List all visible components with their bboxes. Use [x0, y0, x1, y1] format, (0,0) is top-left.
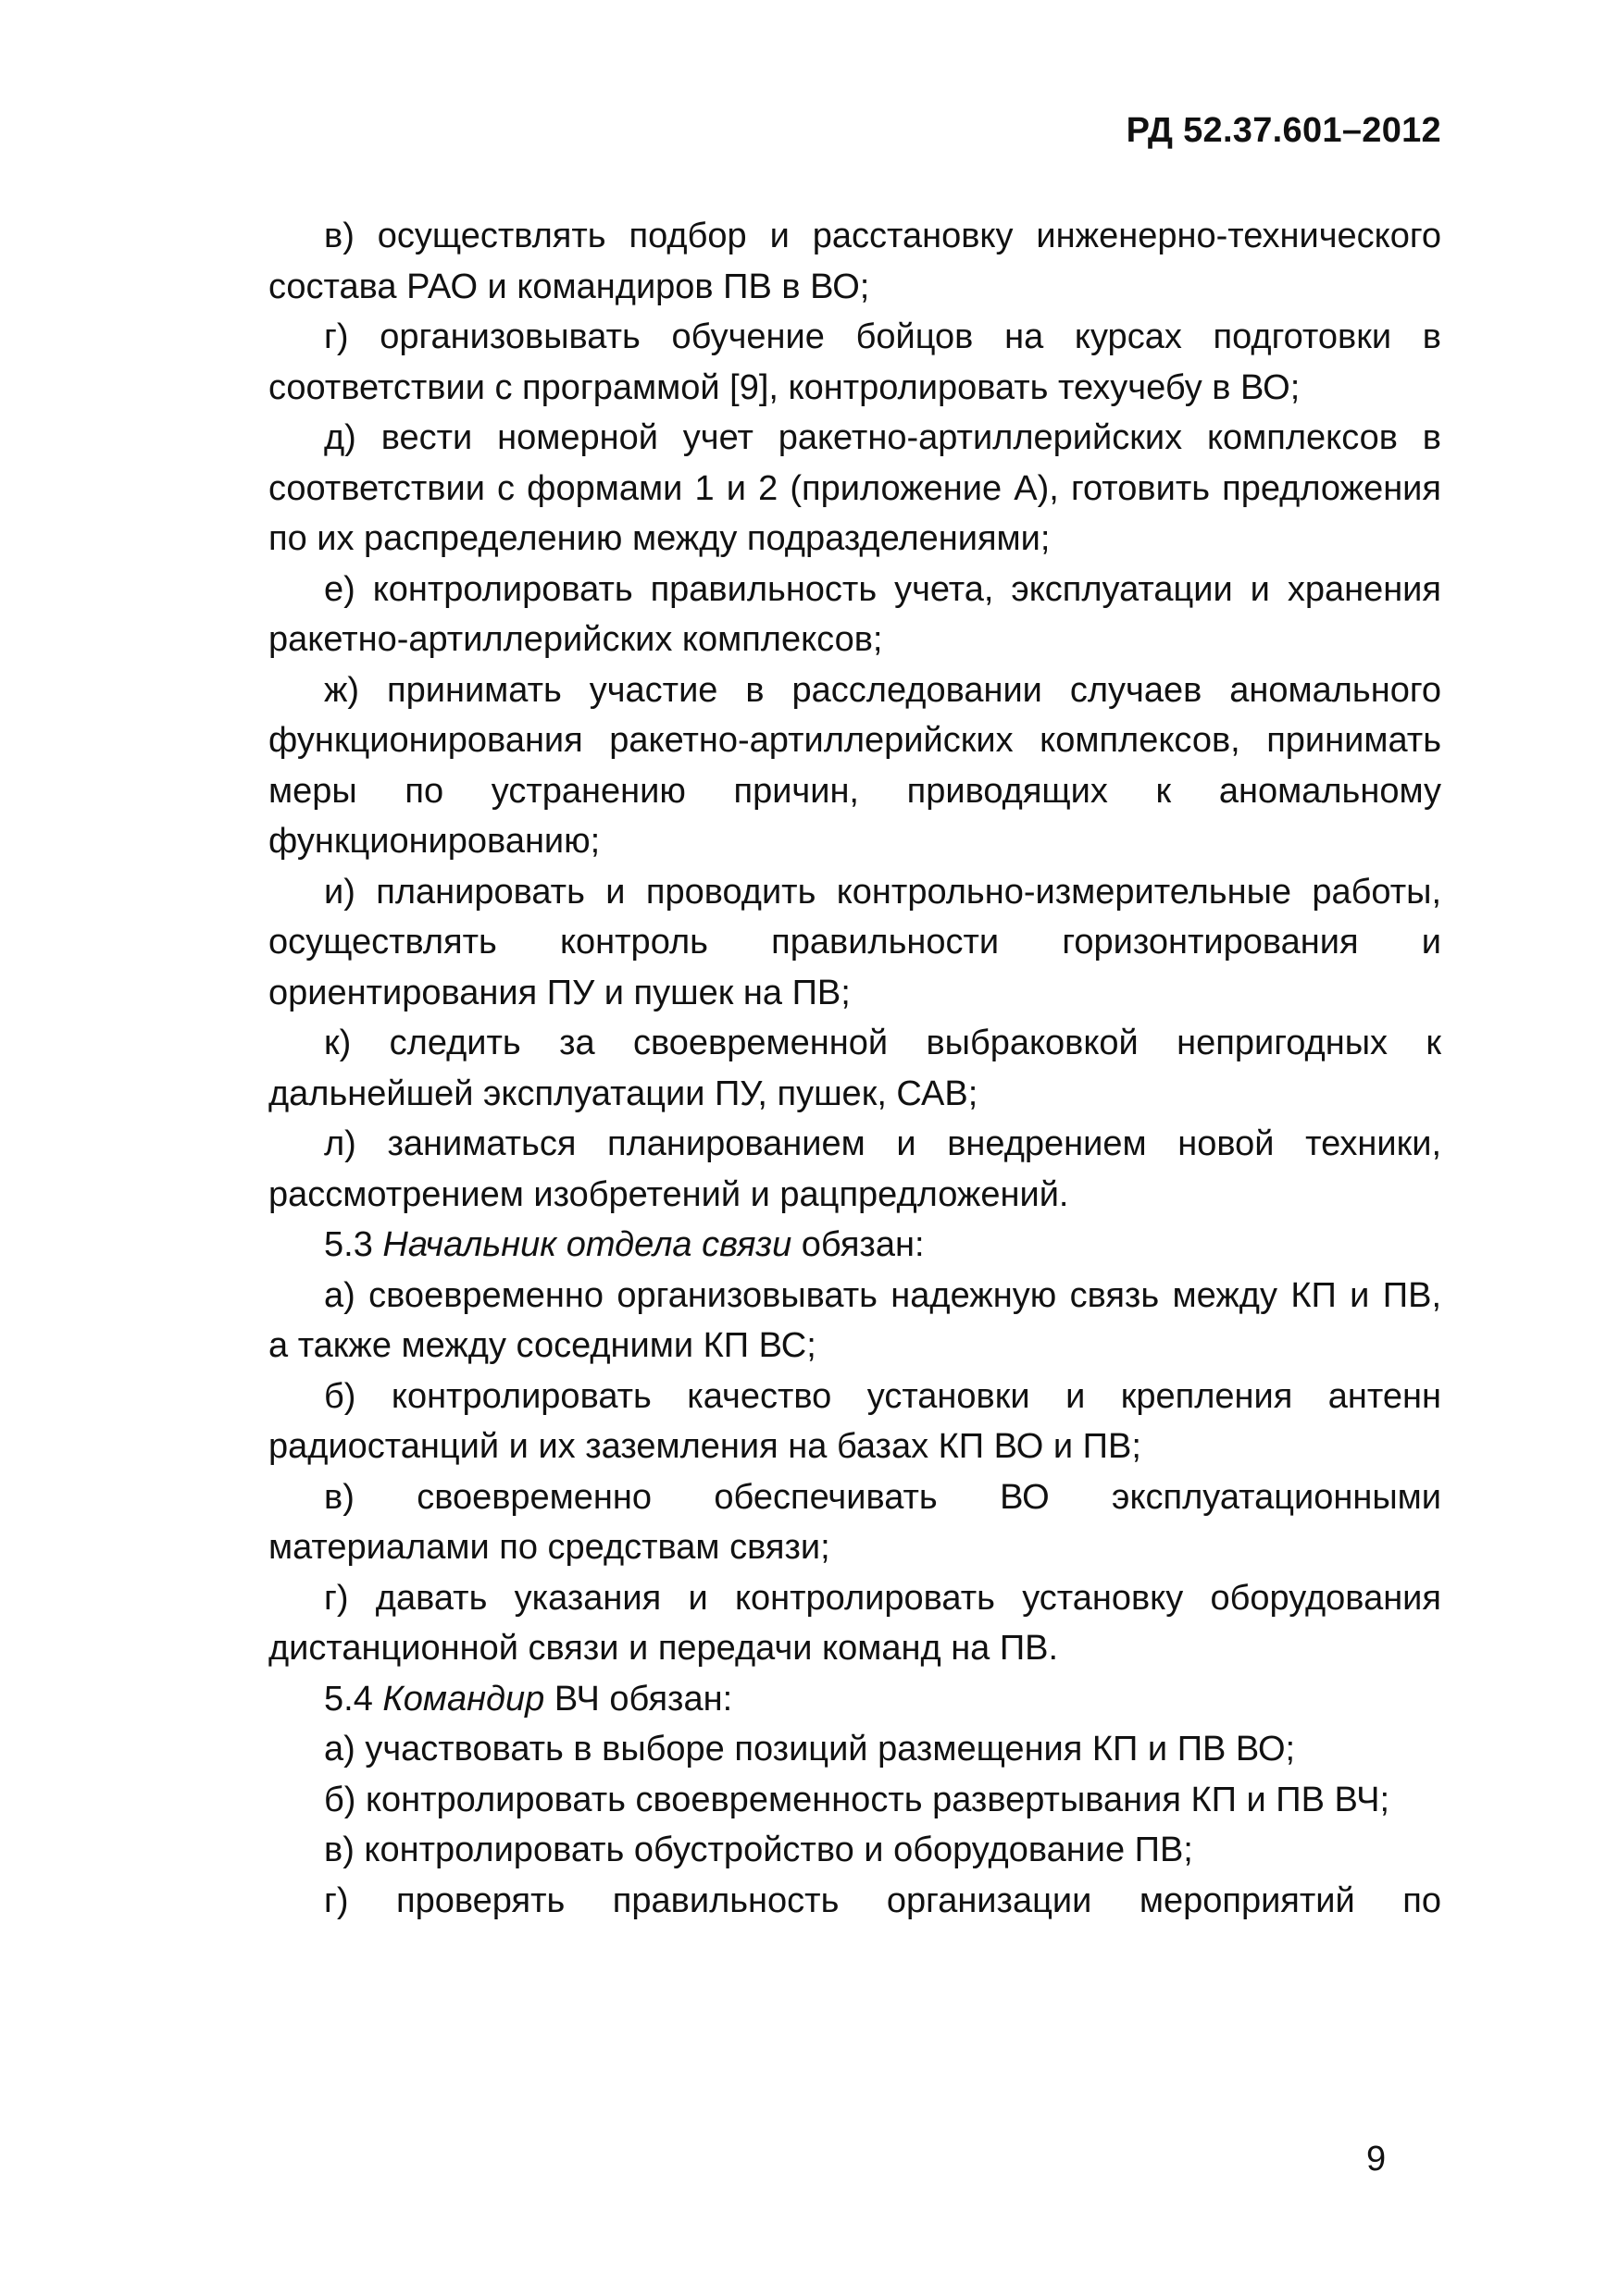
section-5-3-heading: [268, 1220, 1441, 1271]
paragraph-v: в) осуществлять подбор и расстановку инженерно-технического состава РАО и командиров ПВ в ВО;: [268, 217, 1441, 306]
section-5-4-title: Командир: [382, 1679, 545, 1719]
section-5-3-item-a: а) своевременно организовывать надежную связь между КП и ПВ, а также между соседними КП ВС;: [268, 1275, 1441, 1365]
section-5-4-item-v: в) контролировать обустройство и оборудование ПВ;: [324, 1831, 1193, 1869]
section-5-3-item-v: в) своевременно обеспечивать ВО эксплуатационными материалами по средствам связи;: [268, 1477, 1441, 1567]
paragraph-d: д) вести номерной учет ракетно-артиллерийских комплексов в соответствии с формами 1 и 2 (приложение А), готовить предложения по их распределению между подразделениями;: [268, 418, 1441, 558]
paragraph-l: л) заниматься планированием и внедрением новой техники, рассмотрением изобретений и рацпредложений.: [268, 1124, 1441, 1214]
section-5-3-item-b: б) контролировать качество установки и крепления антенн радиостанций и их заземления на базах КП ВО и ПВ;: [268, 1376, 1441, 1466]
section-5-4-item-g: г) проверять правильность организации мероприятий по: [324, 1880, 1441, 1920]
section-5-3-title: Начальник отдела связи: [382, 1225, 792, 1264]
section-5-3-number: 5.3: [324, 1225, 373, 1264]
paragraph-zh: ж) принимать участие в расследовании случаев аномального функционирования ракетно-артиллерийских комплексов, принимать меры по устранению причин, приводящих к аномальному функционированию;: [268, 670, 1441, 861]
paragraph-e: е) контролировать правильность учета, эксплуатации и хранения ракетно-артиллерийских комплексов;: [268, 569, 1441, 659]
paragraph-g: г) организовывать обучение бойцов на курсах подготовки в соответствии с программой [9], контролировать техучебу в ВО;: [268, 317, 1441, 407]
section-5-4-item-b: б) контролировать своевременность развертывания КП и ПВ ВЧ;: [324, 1780, 1390, 1819]
section-5-3-suffix: обязан:: [801, 1225, 925, 1264]
section-5-4-heading: [268, 1674, 1441, 1725]
paragraph-i: и) планировать и проводить контрольно-измерительные работы, осуществлять контроль правильности горизонтирования и ориентирования ПУ и пушек на ПВ;: [268, 872, 1441, 1012]
paragraph-k: к) следить за своевременной выбраковкой непригодных к дальнейшей эксплуатации ПУ, пушек, САВ;: [268, 1024, 1441, 1113]
section-5-4-suffix: ВЧ обязан:: [554, 1679, 733, 1719]
document-body: [268, 211, 1441, 1926]
section-5-3-item-g: г) давать указания и контролировать установку оборудования дистанционной связи и передачи команд на ПВ.: [268, 1578, 1441, 1668]
page-number: 9: [1366, 2140, 1387, 2178]
document-code-header: РД 52.37.601–2012: [1126, 111, 1441, 150]
section-5-4-number: 5.4: [324, 1679, 373, 1719]
section-5-4-item-a: а) участвовать в выборе позиций размещения КП и ПВ ВО;: [324, 1730, 1296, 1769]
